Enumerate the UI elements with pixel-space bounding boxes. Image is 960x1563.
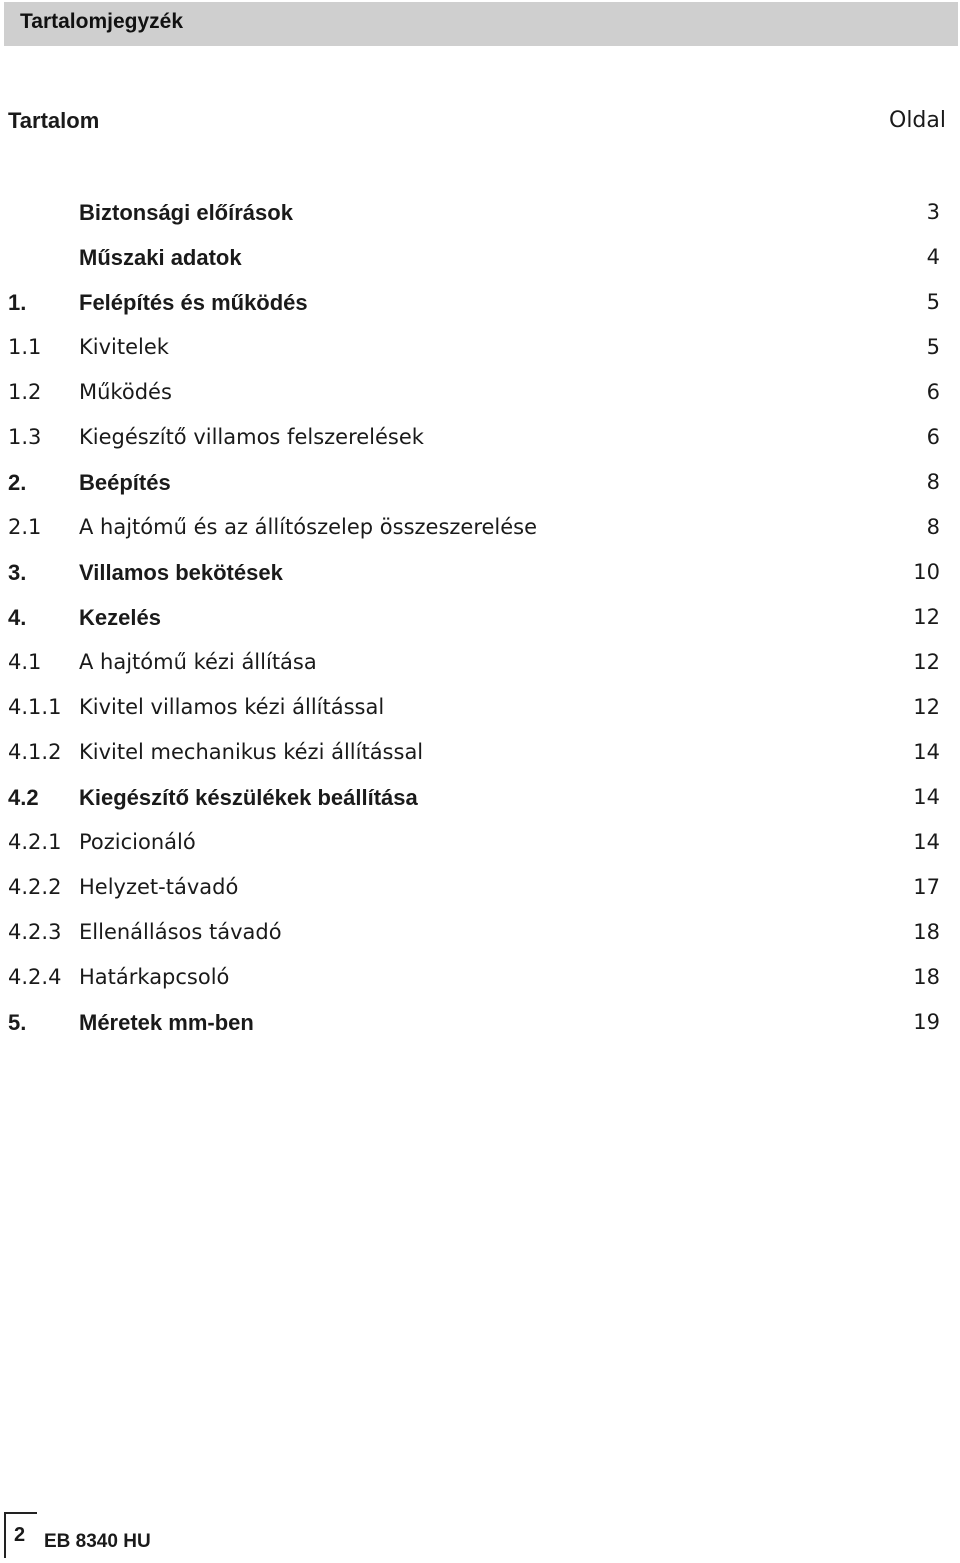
toc-row[interactable] [0,556,960,601]
toc-row[interactable] [0,826,960,871]
toc-title: Biztonsági előírások [79,200,293,225]
toc-number: 5. [8,1010,27,1035]
toc-number: 4.1.1 [8,695,62,719]
header-bar [4,2,958,46]
toc-row[interactable] [0,736,960,781]
toc-page: 5 [926,335,940,359]
footer-page-number: 2 [14,1524,26,1546]
toc-number: 4.2.3 [8,920,62,944]
toc-row[interactable] [0,1006,960,1051]
toc-number: 4.1.2 [8,740,62,764]
toc-row[interactable] [0,241,960,286]
toc-title: Működés [79,380,172,404]
toc-row[interactable] [0,331,960,376]
toc-row[interactable] [0,376,960,421]
toc-title: Pozicionáló [79,830,196,854]
toc-page: 12 [913,650,940,674]
toc-number: 3. [8,560,27,585]
toc-row[interactable] [0,421,960,466]
toc-page: 4 [926,245,940,269]
toc-page: 12 [913,695,940,719]
toc-title: A hajtómű kézi állítása [79,650,317,674]
toc-title: Kiegészítő villamos felszerelések [79,425,424,449]
toc-number: 2. [8,470,27,495]
toc-row[interactable] [0,196,960,241]
toc-title: Villamos bekötések [79,560,283,585]
toc-page: 8 [926,515,940,539]
toc-page: 14 [913,740,940,764]
toc-number: 2.1 [8,515,42,539]
toc-page: 18 [913,920,940,944]
toc-number: 1.3 [8,425,42,449]
toc-page: 19 [913,1010,940,1034]
toc-title: Műszaki adatok [79,245,242,270]
toc-row[interactable] [0,781,960,826]
toc-number: 1. [8,290,27,315]
toc-number: 4.2.1 [8,830,62,854]
toc-number: 4.1 [8,650,42,674]
toc-title: Kezelés [79,605,161,630]
toc-row[interactable] [0,511,960,556]
column-heading-contents: Tartalom [8,108,100,133]
toc-row[interactable] [0,961,960,1006]
column-heading-page: Oldal [889,108,946,133]
toc-page: 18 [913,965,940,989]
toc-title: Méretek mm-ben [79,1010,254,1035]
toc-title: Beépítés [79,470,171,495]
toc-page: 6 [926,425,940,449]
toc-page: 12 [913,605,940,629]
table-of-contents [0,196,960,1051]
toc-page: 8 [926,470,940,494]
toc-page: 14 [913,830,940,854]
toc-page: 17 [913,875,940,899]
toc-number: 4.2.2 [8,875,62,899]
toc-title: Határkapcsoló [79,965,230,989]
toc-title: Kivitel mechanikus kézi állítással [79,740,424,764]
toc-number: 1.2 [8,380,42,404]
toc-title: Helyzet-távadó [79,875,239,899]
toc-page: 5 [926,290,940,314]
toc-page: 3 [926,200,940,224]
toc-page: 6 [926,380,940,404]
toc-number: 4.2 [8,785,39,810]
footer-page-box [4,1512,37,1558]
toc-row[interactable] [0,916,960,961]
toc-title: Kivitel villamos kézi állítással [79,695,385,719]
toc-row[interactable] [0,691,960,736]
toc-number: 4.2.4 [8,965,62,989]
toc-title: Felépítés és működés [79,290,308,315]
toc-row[interactable] [0,871,960,916]
toc-title: Kiegészítő készülékek beállítása [79,785,418,810]
toc-page: 10 [913,560,940,584]
toc-row[interactable] [0,286,960,331]
toc-page: 14 [913,785,940,809]
toc-row[interactable] [0,601,960,646]
toc-title: Kivitelek [79,335,169,359]
toc-title: A hajtómű és az állítószelep összeszerelése [79,515,538,539]
toc-row[interactable] [0,646,960,691]
toc-number: 4. [8,605,27,630]
toc-number: 1.1 [8,335,42,359]
toc-row[interactable] [0,466,960,511]
footer-document-code: EB 8340 HU [44,1531,151,1552]
toc-title: Ellenállásos távadó [79,920,282,944]
page-title: Tartalomjegyzék [20,10,184,33]
